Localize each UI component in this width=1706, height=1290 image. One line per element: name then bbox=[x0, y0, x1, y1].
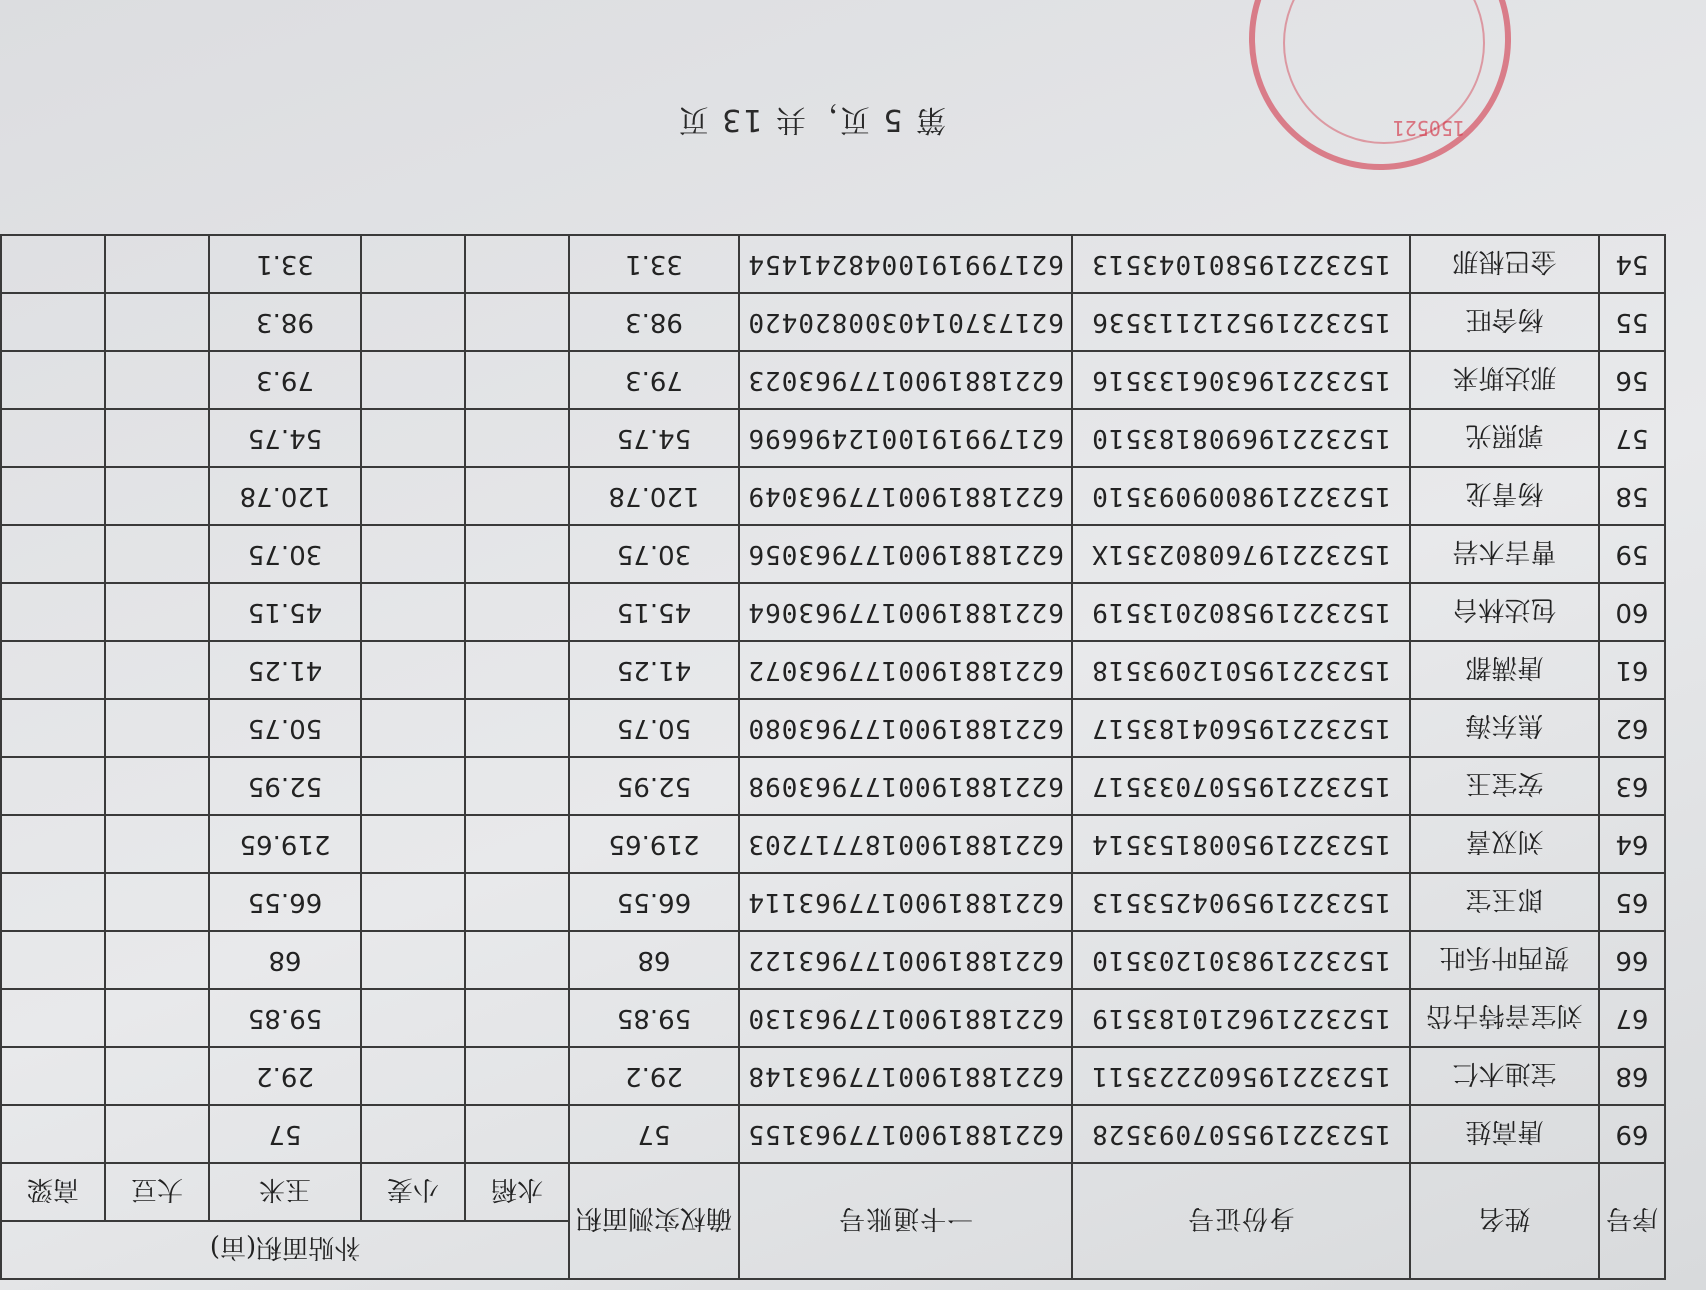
row-corn: 52.95 bbox=[209, 757, 361, 815]
row-corn: 33.1 bbox=[209, 235, 361, 293]
row-sorghum bbox=[1, 641, 105, 699]
table-row bbox=[1, 235, 1665, 293]
row-id-number: 152322198009093510 bbox=[1072, 467, 1410, 525]
row-account: 6217370140300820420 bbox=[739, 293, 1072, 351]
table-row bbox=[1, 293, 1665, 351]
row-rice bbox=[465, 815, 569, 873]
row-seq: 68 bbox=[1599, 1047, 1665, 1105]
row-rice bbox=[465, 699, 569, 757]
row-corn: 219.65 bbox=[209, 815, 361, 873]
row-rice bbox=[465, 641, 569, 699]
row-id-number: 152322195602223511 bbox=[1072, 1047, 1410, 1105]
row-seq: 64 bbox=[1599, 815, 1665, 873]
row-sorghum bbox=[1, 1105, 105, 1163]
row-account: 6221881900177963155 bbox=[739, 1105, 1072, 1163]
row-area: 219.65 bbox=[569, 815, 739, 873]
row-corn: 30.75 bbox=[209, 525, 361, 583]
row-wheat bbox=[361, 293, 465, 351]
row-area: 50.75 bbox=[569, 699, 739, 757]
row-id-number: 152322195008153514 bbox=[1072, 815, 1410, 873]
row-sorghum bbox=[1, 467, 105, 525]
row-account: 6221881900177963056 bbox=[739, 525, 1072, 583]
row-corn: 54.75 bbox=[209, 409, 361, 467]
row-wheat bbox=[361, 989, 465, 1047]
row-id-number: 152322195212113536 bbox=[1072, 293, 1410, 351]
row-soy bbox=[105, 989, 209, 1047]
row-seq: 61 bbox=[1599, 641, 1665, 699]
row-soy bbox=[105, 409, 209, 467]
row-seq: 57 bbox=[1599, 409, 1665, 467]
row-id-number: 15232219760802351X bbox=[1072, 525, 1410, 583]
row-wheat bbox=[361, 815, 465, 873]
row-name: 郭照光 bbox=[1410, 409, 1599, 467]
row-name: 金巴根那 bbox=[1410, 235, 1599, 293]
row-id-number: 152322195012093518 bbox=[1072, 641, 1410, 699]
row-soy bbox=[105, 525, 209, 583]
header-account: 一卡通账号 bbox=[739, 1163, 1072, 1279]
row-account: 6217991910048241454 bbox=[739, 235, 1072, 293]
row-account: 6221881900177963098 bbox=[739, 757, 1072, 815]
row-area: 98.3 bbox=[569, 293, 739, 351]
row-area: 79.3 bbox=[569, 351, 739, 409]
row-area: 54.75 bbox=[569, 409, 739, 467]
row-sorghum bbox=[1, 525, 105, 583]
row-id-number: 152322196908183510 bbox=[1072, 409, 1410, 467]
row-corn: 79.3 bbox=[209, 351, 361, 409]
row-sorghum bbox=[1, 931, 105, 989]
row-id-number: 152322195904253513 bbox=[1072, 873, 1410, 931]
table-row bbox=[1, 409, 1665, 467]
row-area: 52.95 bbox=[569, 757, 739, 815]
row-name: 刘宝音特古岱 bbox=[1410, 989, 1599, 1047]
row-soy bbox=[105, 1105, 209, 1163]
row-area: 33.1 bbox=[569, 235, 739, 293]
row-sorghum bbox=[1, 293, 105, 351]
row-soy bbox=[105, 293, 209, 351]
row-rice bbox=[465, 583, 569, 641]
row-rice bbox=[465, 293, 569, 351]
row-corn: 68 bbox=[209, 931, 361, 989]
row-name: 刘双喜 bbox=[1410, 815, 1599, 873]
row-wheat bbox=[361, 931, 465, 989]
row-soy bbox=[105, 583, 209, 641]
page-number: 第 5 页，共 13 页 bbox=[676, 102, 946, 137]
row-corn: 66.55 bbox=[209, 873, 361, 931]
row-sorghum bbox=[1, 757, 105, 815]
row-sorghum bbox=[1, 351, 105, 409]
table-row bbox=[1, 931, 1665, 989]
table-row bbox=[1, 699, 1665, 757]
row-id-number: 152322195802013519 bbox=[1072, 583, 1410, 641]
row-sorghum bbox=[1, 873, 105, 931]
row-corn: 120.78 bbox=[209, 467, 361, 525]
row-account: 6221881900177963072 bbox=[739, 641, 1072, 699]
table-row bbox=[1, 583, 1665, 641]
row-seq: 54 bbox=[1599, 235, 1665, 293]
row-name: 包达林台 bbox=[1410, 583, 1599, 641]
row-name: 贺西叶乐吐 bbox=[1410, 931, 1599, 989]
row-area: 57 bbox=[569, 1105, 739, 1163]
row-area: 45.15 bbox=[569, 583, 739, 641]
row-rice bbox=[465, 409, 569, 467]
header-crop-sorghum: 高粱 bbox=[1, 1163, 105, 1221]
row-account: 6221881900177963064 bbox=[739, 583, 1072, 641]
row-id-number: 152322196306133516 bbox=[1072, 351, 1410, 409]
row-seq: 65 bbox=[1599, 873, 1665, 931]
row-seq: 62 bbox=[1599, 699, 1665, 757]
row-rice bbox=[465, 467, 569, 525]
row-account: 6221881900177963023 bbox=[739, 351, 1072, 409]
row-rice bbox=[465, 235, 569, 293]
row-wheat bbox=[361, 409, 465, 467]
row-id-number: 152322195507093528 bbox=[1072, 1105, 1410, 1163]
header-crop-corn: 玉米 bbox=[209, 1163, 361, 1221]
row-soy bbox=[105, 235, 209, 293]
row-name: 那达斯来 bbox=[1410, 351, 1599, 409]
row-sorghum bbox=[1, 989, 105, 1047]
row-account: 6221881900177963049 bbox=[739, 467, 1072, 525]
row-area: 41.25 bbox=[569, 641, 739, 699]
row-wheat bbox=[361, 235, 465, 293]
header-area: 确权实测面积 bbox=[569, 1163, 739, 1279]
row-soy bbox=[105, 1047, 209, 1105]
row-area: 29.2 bbox=[569, 1047, 739, 1105]
table-row bbox=[1, 815, 1665, 873]
row-area: 120.78 bbox=[569, 467, 739, 525]
row-corn: 57 bbox=[209, 1105, 361, 1163]
row-wheat bbox=[361, 873, 465, 931]
row-soy bbox=[105, 467, 209, 525]
row-account: 6221881900177963130 bbox=[739, 989, 1072, 1047]
row-account: 6221881900177963122 bbox=[739, 931, 1072, 989]
row-seq: 69 bbox=[1599, 1105, 1665, 1163]
row-name: 杨舍旺 bbox=[1410, 293, 1599, 351]
table-row bbox=[1, 989, 1665, 1047]
row-wheat bbox=[361, 699, 465, 757]
row-seq: 56 bbox=[1599, 351, 1665, 409]
header-seq: 序号 bbox=[1599, 1163, 1665, 1279]
row-wheat bbox=[361, 467, 465, 525]
row-corn: 98.3 bbox=[209, 293, 361, 351]
row-soy bbox=[105, 815, 209, 873]
table-row bbox=[1, 351, 1665, 409]
row-wheat bbox=[361, 583, 465, 641]
header-crop-wheat: 小麦 bbox=[361, 1163, 465, 1221]
subsidy-table bbox=[0, 234, 1666, 1280]
row-sorghum bbox=[1, 699, 105, 757]
row-id-number: 152322198301203510 bbox=[1072, 931, 1410, 989]
row-soy bbox=[105, 757, 209, 815]
row-account: 6221881900187717203 bbox=[739, 815, 1072, 873]
row-soy bbox=[105, 351, 209, 409]
row-rice bbox=[465, 989, 569, 1047]
row-name: 安宝玉 bbox=[1410, 757, 1599, 815]
row-sorghum bbox=[1, 1047, 105, 1105]
row-id-number: 152322196210183519 bbox=[1072, 989, 1410, 1047]
row-wheat bbox=[361, 757, 465, 815]
row-seq: 55 bbox=[1599, 293, 1665, 351]
row-wheat bbox=[361, 351, 465, 409]
header-subsidy: 补贴面积(亩) bbox=[1, 1221, 569, 1279]
header-crop-rice: 水稻 bbox=[465, 1163, 569, 1221]
row-account: 6217991910012496696 bbox=[739, 409, 1072, 467]
row-rice bbox=[465, 931, 569, 989]
table-row bbox=[1, 525, 1665, 583]
row-name: 宝迪木仁 bbox=[1410, 1047, 1599, 1105]
header-id: 身份证号 bbox=[1072, 1163, 1410, 1279]
row-rice bbox=[465, 525, 569, 583]
row-name: 郎玉宝 bbox=[1410, 873, 1599, 931]
row-sorghum bbox=[1, 815, 105, 873]
row-corn: 29.2 bbox=[209, 1047, 361, 1105]
row-area: 59.85 bbox=[569, 989, 739, 1047]
row-seq: 67 bbox=[1599, 989, 1665, 1047]
row-rice bbox=[465, 873, 569, 931]
row-wheat bbox=[361, 1047, 465, 1105]
row-seq: 58 bbox=[1599, 467, 1665, 525]
row-seq: 66 bbox=[1599, 931, 1665, 989]
table-row bbox=[1, 1105, 1665, 1163]
row-wheat bbox=[361, 641, 465, 699]
row-name: 曹吉木岩 bbox=[1410, 525, 1599, 583]
row-area: 66.55 bbox=[569, 873, 739, 931]
row-seq: 63 bbox=[1599, 757, 1665, 815]
table-row bbox=[1, 1047, 1665, 1105]
row-rice bbox=[465, 1047, 569, 1105]
row-corn: 59.85 bbox=[209, 989, 361, 1047]
row-soy bbox=[105, 931, 209, 989]
row-soy bbox=[105, 641, 209, 699]
row-account: 6221881900177963148 bbox=[739, 1047, 1072, 1105]
row-id-number: 152322195507033517 bbox=[1072, 757, 1410, 815]
row-area: 30.75 bbox=[569, 525, 739, 583]
row-name: 杨青龙 bbox=[1410, 467, 1599, 525]
seal-code: 150521 bbox=[1392, 116, 1465, 140]
row-area: 68 bbox=[569, 931, 739, 989]
row-name: 唐高娃 bbox=[1410, 1105, 1599, 1163]
row-corn: 50.75 bbox=[209, 699, 361, 757]
row-corn: 45.15 bbox=[209, 583, 361, 641]
row-corn: 41.25 bbox=[209, 641, 361, 699]
row-id-number: 152322195801043513 bbox=[1072, 235, 1410, 293]
row-rice bbox=[465, 351, 569, 409]
row-rice bbox=[465, 757, 569, 815]
table-row bbox=[1, 467, 1665, 525]
table-row bbox=[1, 641, 1665, 699]
row-soy bbox=[105, 699, 209, 757]
row-account: 6221881900177963080 bbox=[739, 699, 1072, 757]
row-seq: 60 bbox=[1599, 583, 1665, 641]
header-name: 姓名 bbox=[1410, 1163, 1599, 1279]
row-account: 6221881900177963114 bbox=[739, 873, 1072, 931]
row-wheat bbox=[361, 1105, 465, 1163]
table-body bbox=[1, 235, 1665, 1163]
table-row bbox=[1, 873, 1665, 931]
row-name: 焦东海 bbox=[1410, 699, 1599, 757]
row-sorghum bbox=[1, 409, 105, 467]
table-row bbox=[1, 757, 1665, 815]
row-wheat bbox=[361, 525, 465, 583]
row-rice bbox=[465, 1105, 569, 1163]
row-sorghum bbox=[1, 583, 105, 641]
row-soy bbox=[105, 873, 209, 931]
table-header-row bbox=[1, 1221, 1665, 1279]
row-name: 唐满都 bbox=[1410, 641, 1599, 699]
row-id-number: 152322195604183517 bbox=[1072, 699, 1410, 757]
row-sorghum bbox=[1, 235, 105, 293]
header-crop-soy: 大豆 bbox=[105, 1163, 209, 1221]
row-seq: 59 bbox=[1599, 525, 1665, 583]
